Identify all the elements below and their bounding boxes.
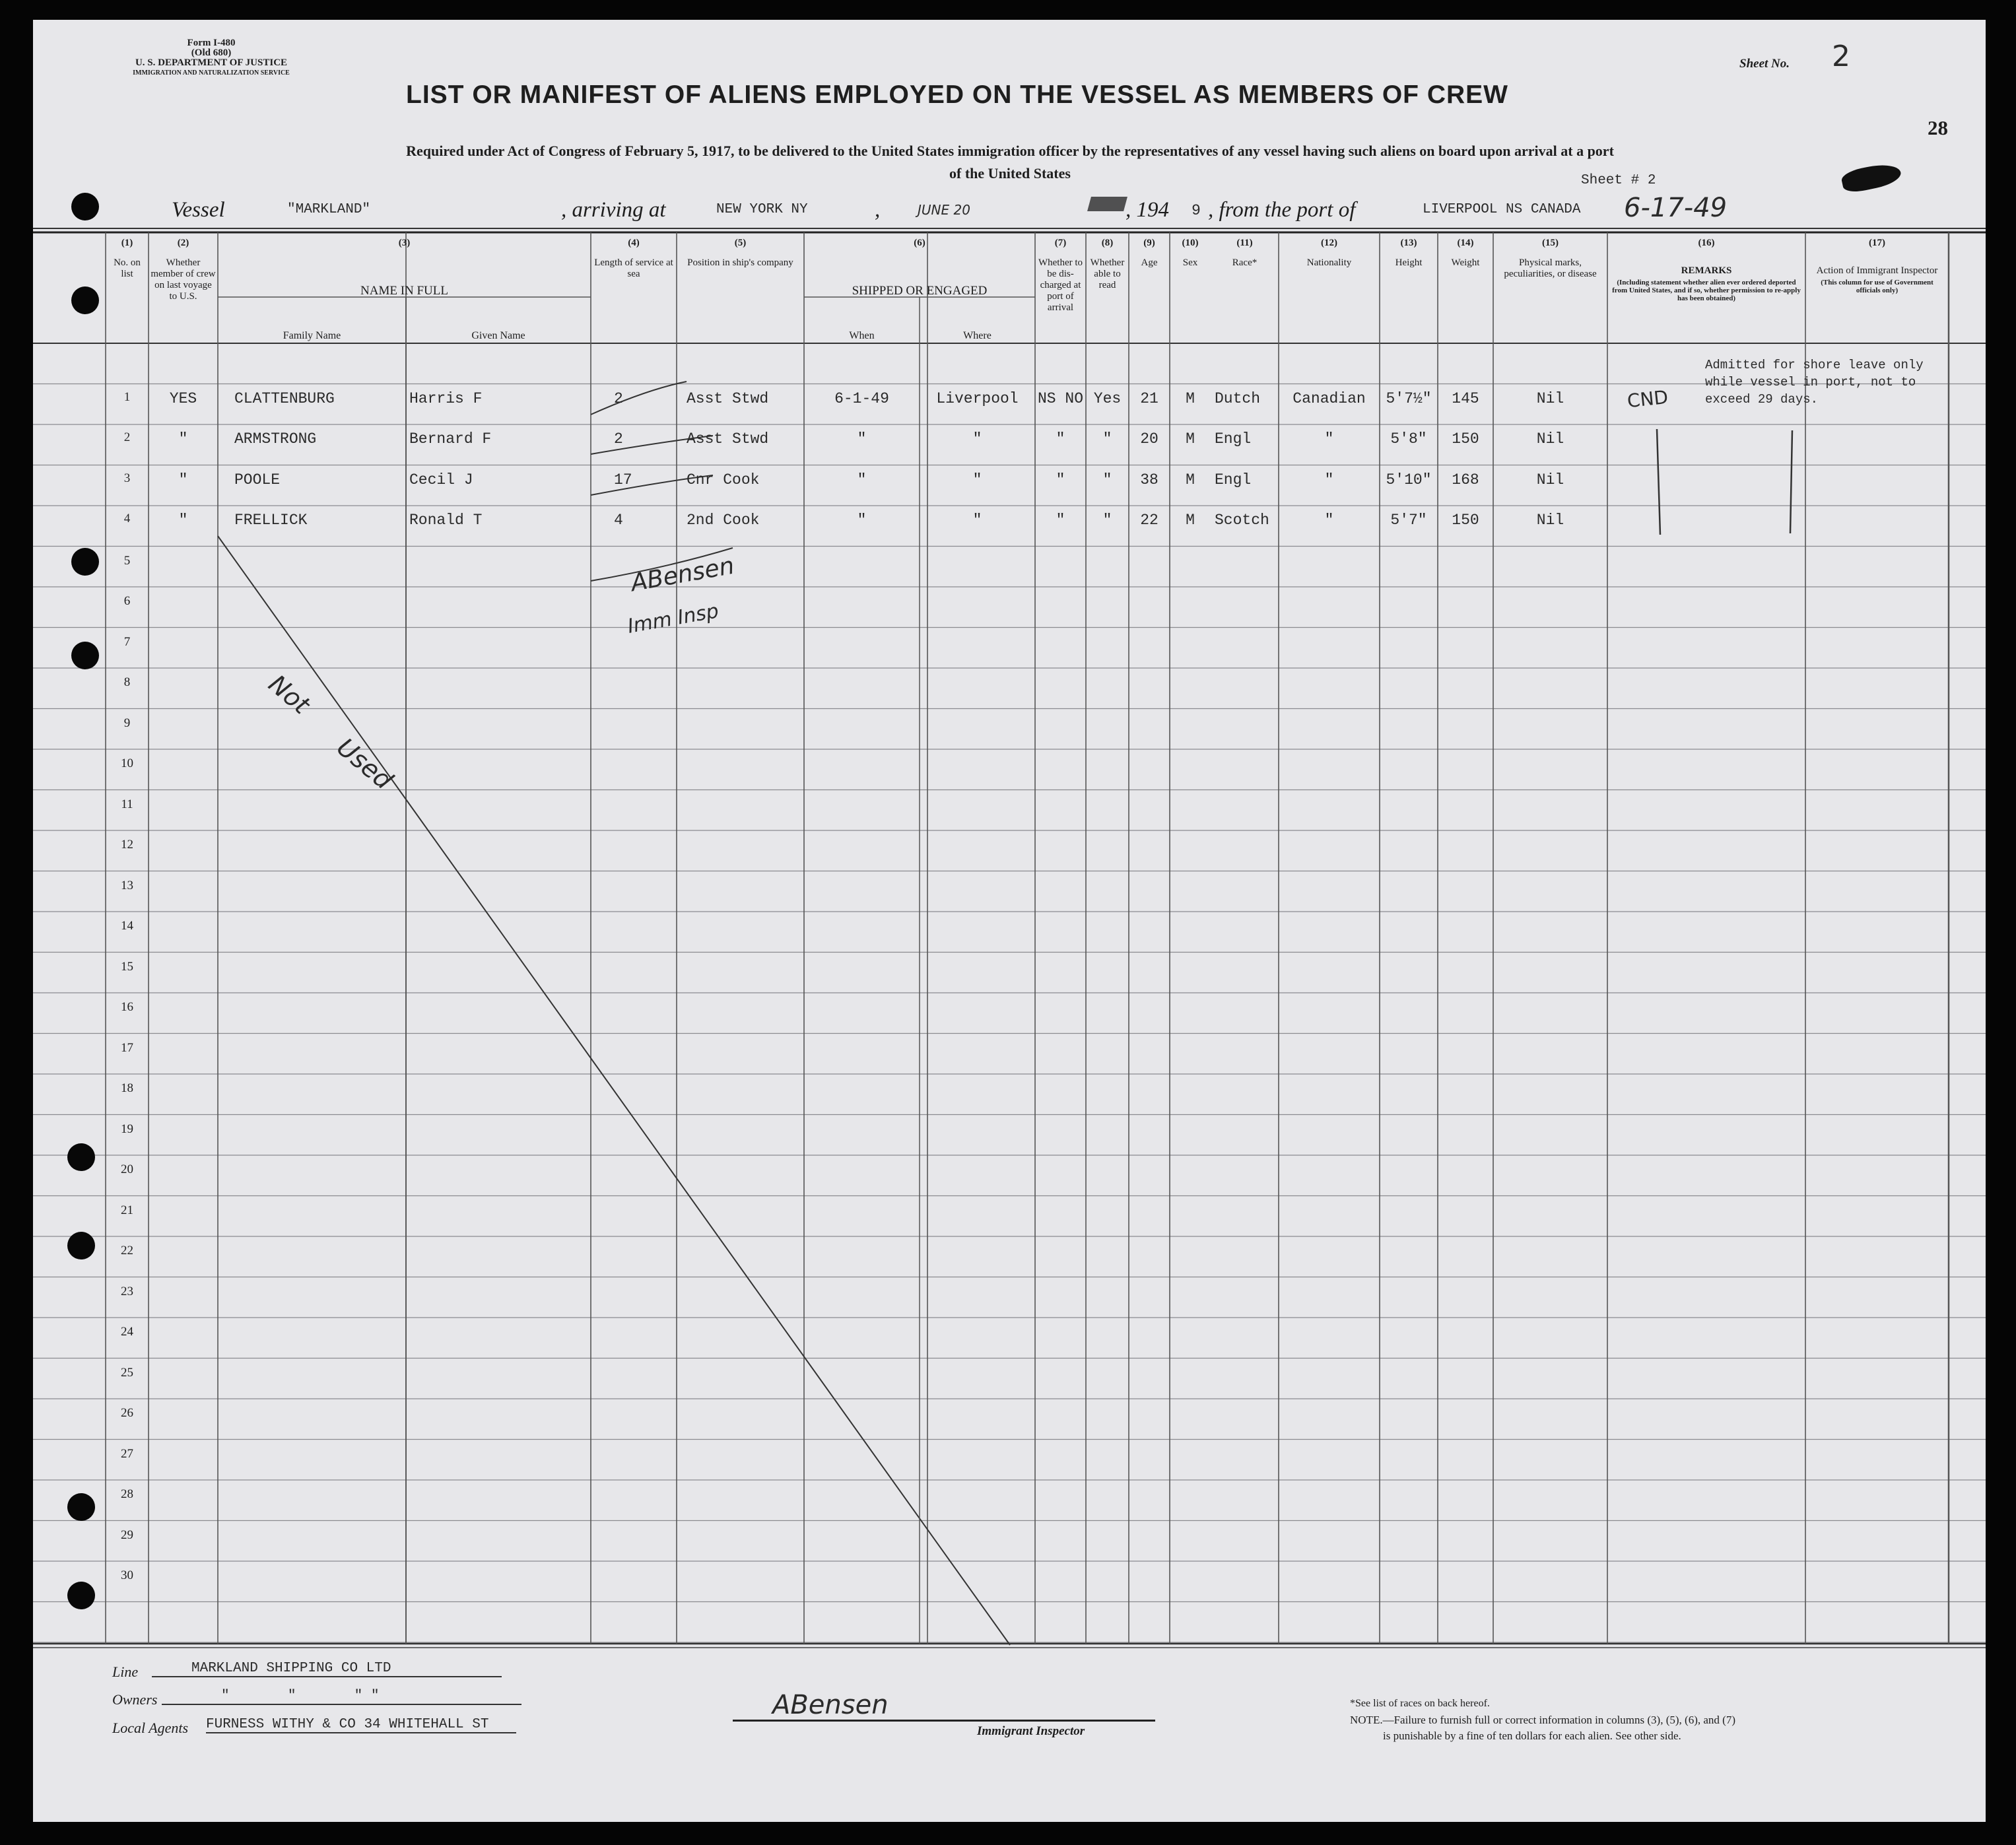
vessel-label: Vessel [172, 198, 225, 222]
row-number: 16 [121, 1000, 133, 1014]
cell-discharged: NS NO [1037, 389, 1083, 407]
column-number: (10) [1182, 238, 1199, 248]
row-number: 30 [121, 1568, 133, 1582]
cell-where: " [972, 471, 982, 488]
cell-service: 17 [614, 471, 632, 488]
column-label: NAME IN FULL [360, 284, 448, 298]
cell-family: POOLE [234, 471, 281, 488]
column-label: REMARKS [1681, 265, 1732, 276]
remarks-bracket [1657, 429, 1660, 535]
row-number: 1 [123, 389, 131, 404]
column-label: Position in ship's company [687, 257, 793, 268]
row-number: 20 [121, 1162, 133, 1176]
remarks-line3: exceed 29 days. [1705, 392, 1819, 407]
note-races: *See list of races on back hereof. [1350, 1698, 1490, 1709]
sheet-no-label: Sheet No. [1739, 57, 1790, 71]
row-number: 6 [123, 594, 131, 608]
column-number: (5) [734, 238, 747, 248]
remarks-line2: while vessel in port, not to [1705, 375, 1916, 389]
from-port-label: , from the port of [1208, 198, 1356, 222]
column-number: (12) [1321, 238, 1337, 248]
note-line1: NOTE.—Failure to furnish full or correct information in columns (3), (5), (6), and (7) [1350, 1714, 1735, 1726]
cell-service: 4 [614, 512, 623, 529]
inspector-line [733, 1720, 1155, 1722]
punch-hole [71, 286, 99, 314]
cell-sex: M [1186, 389, 1195, 407]
row-number: 28 [121, 1487, 133, 1501]
cell-weight: 145 [1452, 389, 1479, 407]
footer-agents-label: Local Agents [112, 1720, 189, 1736]
note-line2: is punishable by a fine of ten dollars for each alien. See other side. [1383, 1729, 1681, 1742]
column-number: (3) [398, 238, 411, 248]
footer-line-value: MARKLAND SHIPPING CO LTD [152, 1661, 502, 1677]
column-number: (4) [628, 238, 640, 248]
punch-hole [67, 1582, 95, 1609]
cell-marks: Nil [1536, 389, 1564, 407]
arrival-date: JUNE 20 [918, 202, 970, 218]
cell-read: Yes [1093, 389, 1122, 407]
cell-where: Liverpool [936, 389, 1019, 407]
column-label: Whether to be dis-charged at port of arrival [1038, 257, 1083, 313]
punch-hole [71, 642, 99, 669]
sheet-typed: Sheet # 2 [1581, 173, 1656, 188]
row-number: 5 [123, 553, 131, 568]
cell-height: 5'7" [1390, 512, 1427, 529]
cell-weight: 150 [1452, 512, 1479, 529]
comma: , [875, 198, 881, 222]
cell-age: 38 [1140, 471, 1159, 488]
used-annotation: Used [331, 732, 399, 795]
cell-sex: M [1186, 471, 1195, 488]
column-label: Length of service at sea [594, 257, 673, 279]
row-number: 14 [121, 919, 133, 933]
column-sublabel: (This column for use of Government officials only) [1821, 279, 1933, 294]
column-label: Nationality [1306, 257, 1352, 268]
punch-hole [67, 1493, 95, 1521]
column-number: (7) [1054, 238, 1067, 248]
cell-nationality: " [1324, 430, 1334, 448]
row-number: 25 [121, 1365, 133, 1380]
subheader-given: Given Name [471, 330, 525, 341]
signature-title: Imm Insp [626, 599, 721, 638]
cell-marks: Nil [1536, 430, 1564, 448]
cell-service: 2 [614, 430, 623, 448]
cell-when: 6-1-49 [834, 389, 889, 407]
year-label: , 194 [1126, 198, 1169, 222]
cell-sex: M [1186, 430, 1195, 448]
port-value: LIVERPOOL NS CANADA [1423, 202, 1581, 217]
remarks-bracket [1790, 430, 1792, 533]
cell-height: 5'10" [1386, 471, 1432, 488]
column-number: (8) [1101, 238, 1114, 248]
row-number: 29 [121, 1527, 133, 1542]
footer-owners-value: " " " " [162, 1689, 521, 1705]
footer-owners-label: Owners [112, 1691, 158, 1708]
cell-when: " [857, 512, 867, 529]
cell-given: Cecil J [409, 471, 473, 488]
column-label: Whether member of crew on last voyage to U.S. [151, 257, 216, 302]
cell-height: 5'8" [1390, 430, 1427, 448]
column-number: (14) [1457, 238, 1474, 248]
department: U. S. DEPARTMENT OF JUSTICE [135, 57, 288, 68]
punch-hole [67, 1143, 95, 1171]
column-number: (1) [121, 238, 133, 248]
service: IMMIGRATION AND NATURALIZATION SERVICE [133, 69, 290, 77]
column-label: Physical marks, peculiarities, or disease [1504, 257, 1597, 279]
form-old-number: (Old 680) [191, 48, 232, 58]
cell-position: Asst Stwd [687, 430, 769, 448]
cell-marks: Nil [1536, 512, 1564, 529]
row-number: 12 [121, 838, 133, 852]
column-number: (6) [914, 238, 925, 248]
cell-read: " [1102, 430, 1112, 448]
cell-given: Bernard F [409, 430, 492, 448]
cell-position: Asst Stwd [687, 389, 769, 407]
cell-last-voyage: " [178, 471, 188, 488]
row-number: 3 [123, 471, 131, 485]
punch-hole [67, 1232, 95, 1259]
arriving-value: NEW YORK NY [716, 202, 808, 217]
cell-age: 21 [1140, 389, 1159, 407]
column-number: (2) [177, 238, 189, 248]
footer-inspector-label: Immigrant Inspector [977, 1724, 1085, 1738]
row-number: 7 [123, 634, 131, 649]
arriving-label: , arriving at [561, 198, 666, 222]
cell-discharged: " [1056, 471, 1065, 488]
cell-read: " [1102, 512, 1112, 529]
cell-weight: 168 [1452, 471, 1479, 488]
punch-hole [71, 193, 99, 220]
subtitle-line2: of the United States [949, 165, 1071, 182]
remarks-line1: Admitted for shore leave only [1705, 358, 1924, 372]
row-number: 18 [121, 1081, 133, 1095]
cell-position: Cnr Cook [687, 471, 760, 488]
cell-family: ARMSTRONG [234, 430, 317, 448]
signature-name: ABensen [628, 552, 737, 597]
page-title: LIST OR MANIFEST OF ALIENS EMPLOYED ON THE VESSEL AS MEMBERS OF CREW [406, 81, 1508, 109]
column-number: (9) [1143, 238, 1155, 248]
column-label: No. on list [114, 257, 141, 279]
cell-when: " [857, 471, 867, 488]
cell-height: 5'7½" [1386, 389, 1432, 407]
cell-family: FRELLICK [234, 512, 308, 529]
cell-age: 22 [1140, 512, 1159, 529]
cell-when: " [857, 430, 867, 448]
row-number: 4 [123, 512, 131, 525]
cell-nationality: " [1324, 471, 1334, 488]
form-number: Form I-480 [187, 38, 236, 48]
subheader-family: Family Name [283, 330, 341, 341]
cell-nationality: " [1324, 512, 1334, 529]
cell-position: 2nd Cook [687, 512, 760, 529]
form-id-block [119, 38, 304, 78]
footer-agents-value: FURNESS WITHY & CO 34 WHITEHALL ST [206, 1717, 516, 1733]
subheader-when: When [849, 330, 875, 341]
column-label: Age [1141, 257, 1158, 268]
column-number: (15) [1542, 238, 1559, 248]
column-label: Weight [1451, 257, 1480, 268]
column-label: Height [1395, 257, 1423, 268]
cell-family: CLATTENBURG [234, 389, 335, 407]
page-number: 28 [1928, 116, 1948, 139]
cell-age: 20 [1140, 430, 1159, 448]
column-sublabel: (Including statement whether alien ever ordered deported from United States, and if so, whether permission to re-apply has been obtained) [1612, 279, 1801, 302]
row-number: 10 [121, 756, 133, 770]
cell-read: " [1102, 471, 1112, 488]
cell-given: Ronald T [409, 512, 483, 529]
column-label: Sex [1182, 257, 1198, 268]
manifest-sheet [33, 20, 1986, 1822]
vessel-value: "MARKLAND" [287, 202, 371, 217]
year-value: 9 [1192, 202, 1201, 219]
column-label: Whether able to read [1090, 257, 1125, 290]
cell-given: Harris F [409, 389, 483, 407]
row-number: 13 [121, 878, 133, 892]
column-label: SHIPPED OR ENGAGED [852, 284, 988, 298]
footer-inspector-signature: ABensen [772, 1690, 889, 1720]
row-number: 26 [121, 1406, 133, 1420]
column-number: (17) [1869, 238, 1885, 248]
remarks-cnd: CND [1626, 386, 1669, 413]
column-number: (11) [1236, 238, 1253, 248]
column-number: (16) [1698, 238, 1715, 248]
row-number: 15 [121, 959, 133, 974]
row-number: 22 [121, 1244, 133, 1258]
cell-service: 2 [614, 389, 623, 407]
cell-race: Engl [1215, 430, 1252, 448]
row-number: 2 [123, 430, 131, 444]
row-number: 11 [121, 797, 133, 811]
not-used-line [218, 536, 1010, 1645]
cell-last-voyage: " [178, 430, 188, 448]
strike-out [1087, 197, 1127, 211]
cell-nationality: Canadian [1293, 389, 1366, 407]
departure-date: 6-17-49 [1624, 193, 1728, 223]
cell-race: Scotch [1215, 512, 1269, 529]
subheader-where: Where [963, 330, 991, 341]
remarks-typed [1705, 356, 1924, 408]
cell-race: Dutch [1215, 389, 1261, 407]
cell-weight: 150 [1452, 430, 1479, 448]
sheet-no-value: 2 [1832, 40, 1850, 73]
row-number: 17 [121, 1040, 133, 1055]
cell-where: " [972, 512, 982, 529]
cell-sex: M [1186, 512, 1195, 529]
row-number: 23 [121, 1284, 133, 1298]
row-number: 27 [121, 1446, 133, 1461]
footer-line-label: Line [112, 1663, 139, 1680]
punch-hole [71, 548, 99, 576]
cell-last-voyage: YES [169, 389, 197, 407]
subtitle-line1: Required under Act of Congress of February 5, 1917, to be delivered to the United States immigration officer by the representatives of any vessel having such aliens on board upon arrival at a port [406, 143, 1614, 159]
column-number: (13) [1400, 238, 1417, 248]
row-number: 19 [121, 1122, 133, 1136]
cell-discharged: " [1056, 430, 1065, 448]
column-label: Race* [1232, 257, 1258, 268]
row-number: 24 [121, 1325, 133, 1339]
column-label: Action of Immigrant Inspector [1816, 265, 1938, 276]
row-number: 21 [121, 1203, 133, 1217]
cell-race: Engl [1215, 471, 1252, 488]
cell-marks: Nil [1536, 471, 1564, 488]
row-number: 9 [123, 716, 131, 730]
row-number: 8 [123, 675, 131, 689]
cell-last-voyage: " [178, 512, 188, 529]
not-annotation: Not [263, 669, 316, 720]
cell-discharged: " [1056, 512, 1065, 529]
cell-where: " [972, 430, 982, 448]
